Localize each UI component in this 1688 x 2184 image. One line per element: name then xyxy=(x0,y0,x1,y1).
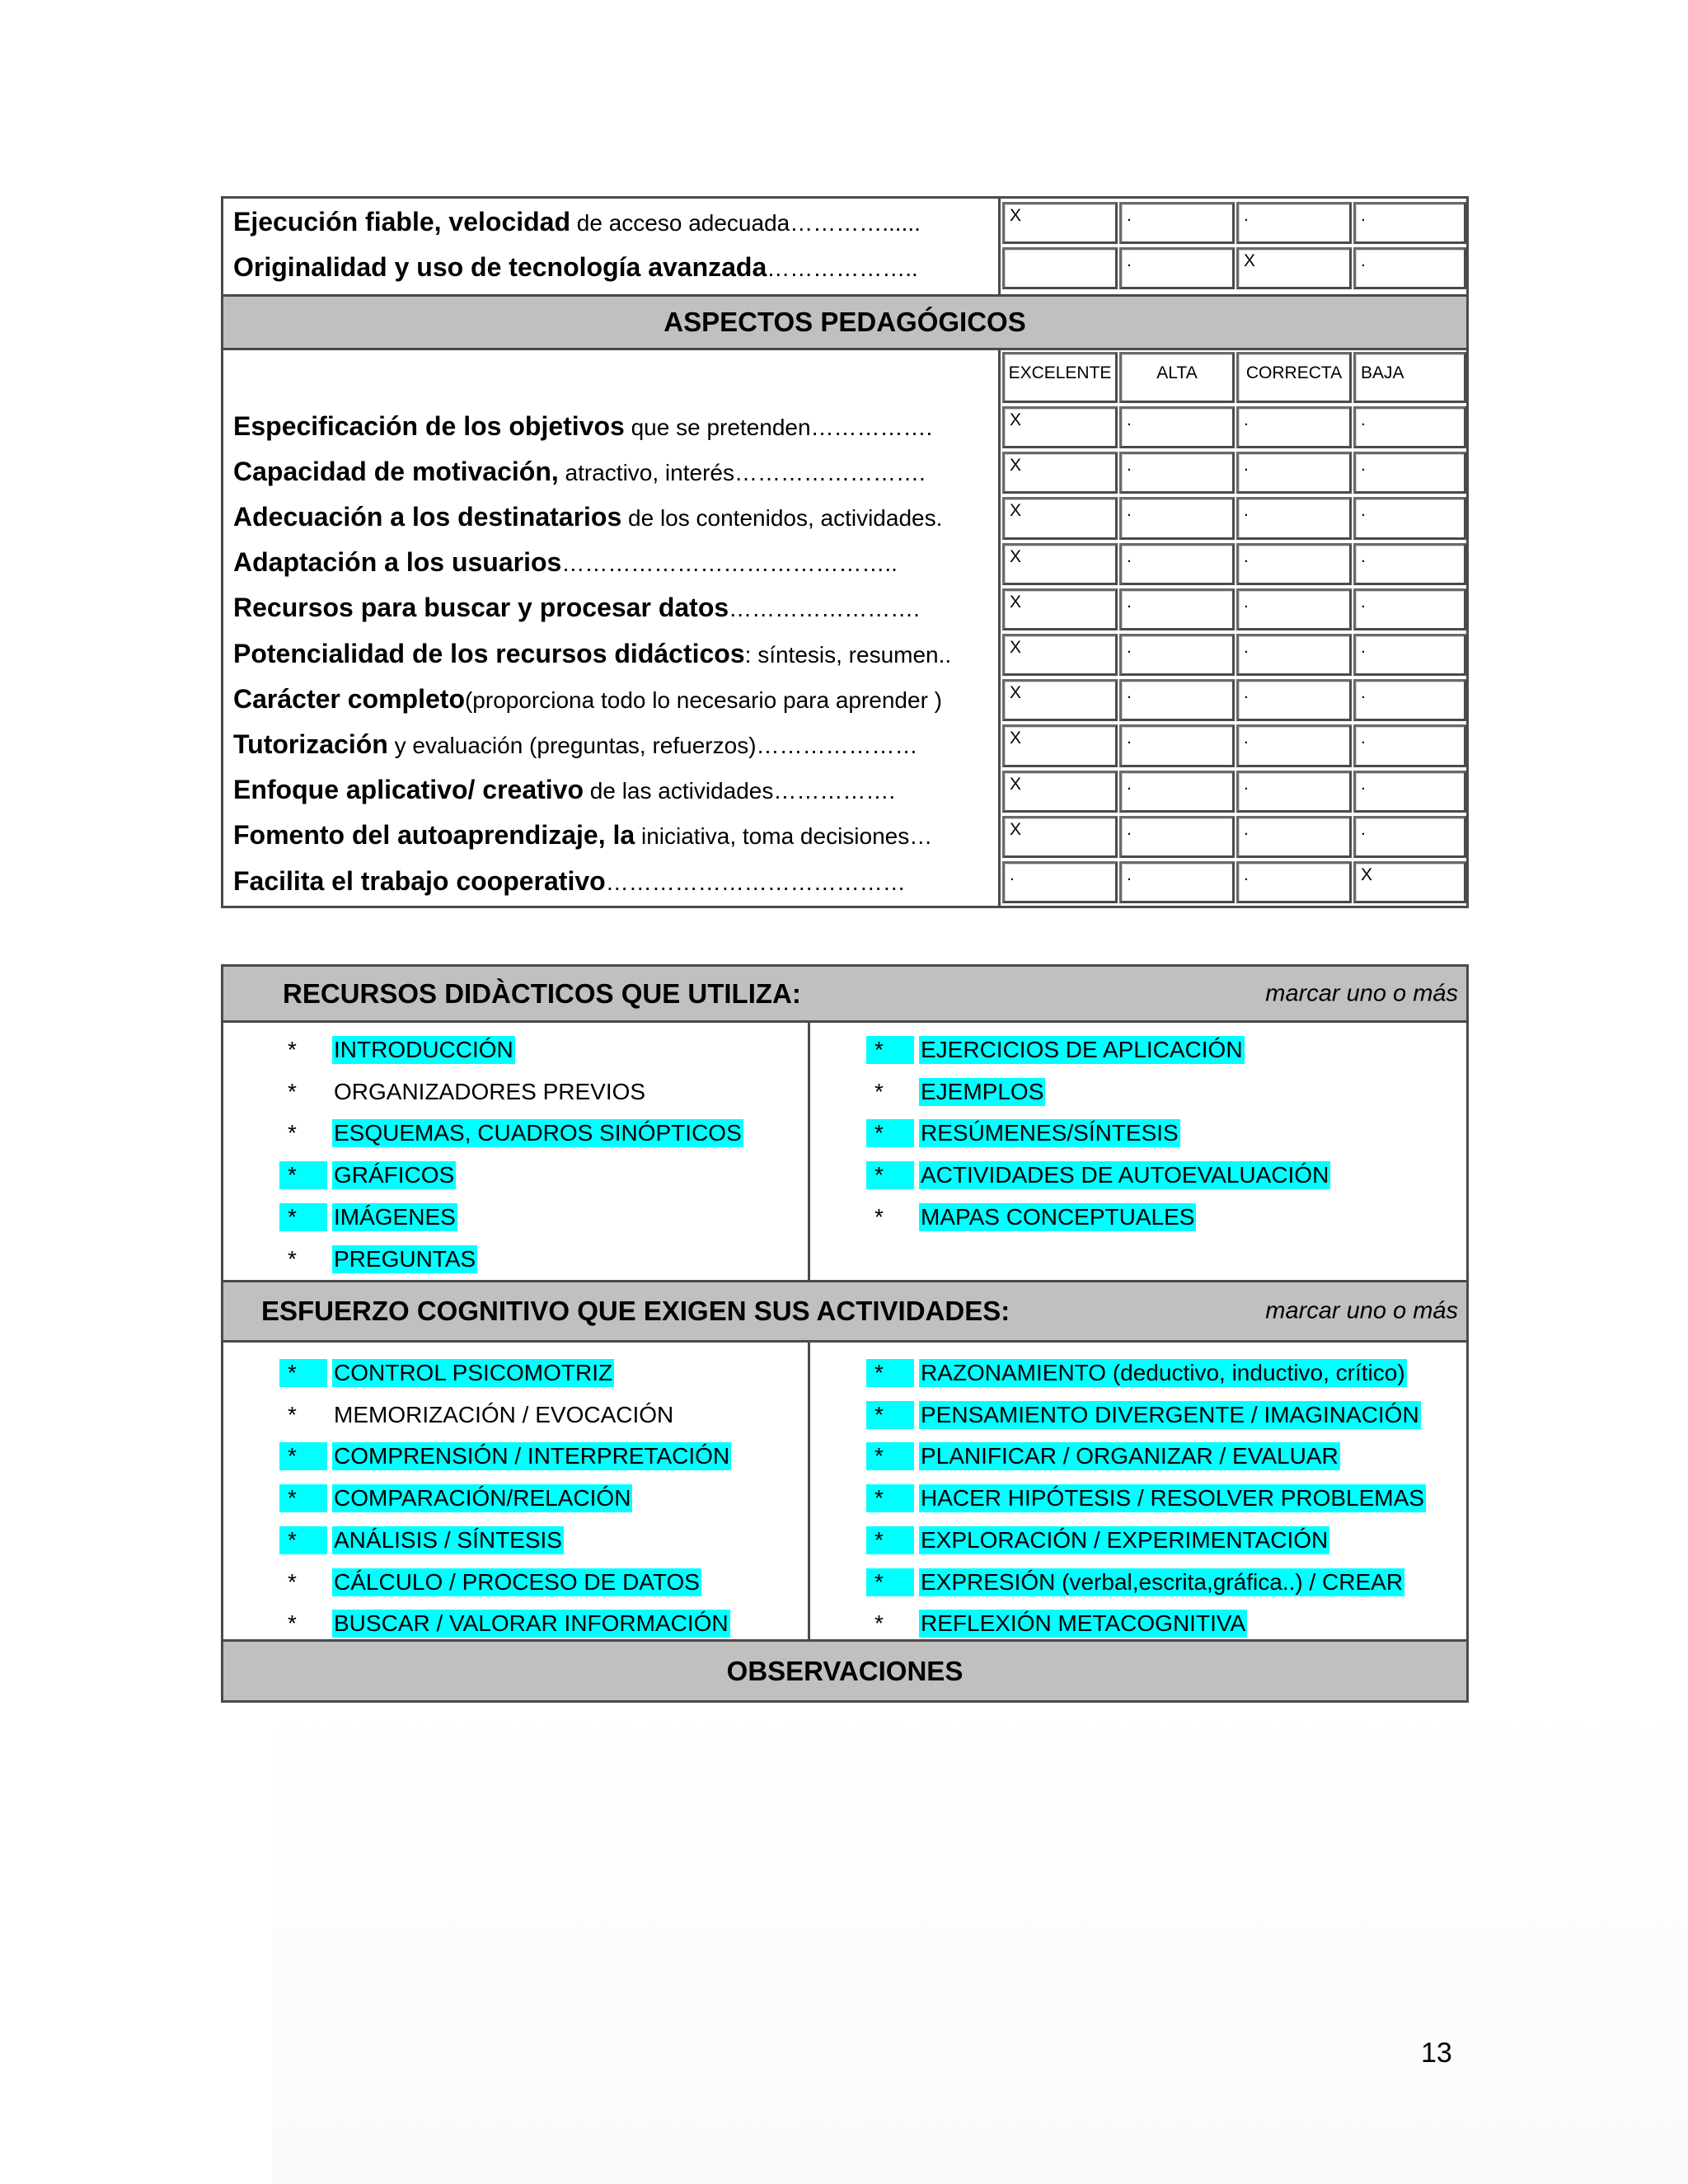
bullet-star: * xyxy=(288,1245,297,1272)
rating-mark: . xyxy=(1244,683,1249,703)
checklist-item-label: GRÁFICOS xyxy=(334,1162,455,1188)
resources-header xyxy=(223,967,1466,1023)
criterion-label xyxy=(233,504,942,530)
rating-cell[interactable] xyxy=(1119,452,1235,494)
rating-cell[interactable] xyxy=(1119,588,1235,630)
bullet-star: * xyxy=(866,1484,914,1512)
rating-mark: . xyxy=(1244,546,1249,566)
rating-mark: X xyxy=(1010,456,1022,476)
checklist-item-label: PENSAMIENTO DIVERGENTE / IMAGINACIÓN xyxy=(921,1401,1419,1427)
criterion-name: Fomento del autoaprendizaje, la xyxy=(233,820,635,851)
bullet-star: * xyxy=(279,1442,327,1470)
criterion-detail: : síntesis, resumen.. xyxy=(744,641,952,668)
rating-cell[interactable] xyxy=(1353,543,1466,585)
criterion-label xyxy=(233,865,906,896)
bullet-star: * xyxy=(279,1484,327,1512)
rating-cell[interactable] xyxy=(1002,497,1118,539)
checklist-item-label: EJEMPLOS xyxy=(921,1078,1044,1104)
observations-header: OBSERVACIONES xyxy=(223,1639,1466,1700)
rating-cell[interactable] xyxy=(1236,724,1352,766)
cognitive-left-column xyxy=(223,1343,810,1639)
checklist-item-label: ORGANIZADORES PREVIOS xyxy=(334,1078,646,1104)
bullet-star: * xyxy=(866,1359,914,1387)
criterion-label xyxy=(233,820,933,851)
rating-cell[interactable] xyxy=(1236,588,1352,630)
checklist-item-label: CONTROL PSICOMOTRIZ xyxy=(334,1360,613,1385)
rating-mark: . xyxy=(1361,638,1366,657)
rating-cell[interactable] xyxy=(1353,724,1466,766)
rating-mark: . xyxy=(1361,501,1366,521)
criterion-detail: de los contenidos, actividades. xyxy=(621,505,943,531)
rating-mark: . xyxy=(1361,592,1366,612)
rating-cell[interactable] xyxy=(1002,588,1118,630)
rating-cell[interactable] xyxy=(1002,634,1118,676)
rating-mark: . xyxy=(1361,410,1366,429)
criterion-detail: y evaluación (preguntas, refuerzos)………………… xyxy=(387,733,918,758)
rating-header-label: BAJA xyxy=(1361,363,1404,382)
rating-mark: . xyxy=(1127,683,1132,703)
resources-cognitive-table xyxy=(221,964,1469,1703)
checklist-item-label: IMÁGENES xyxy=(334,1203,456,1230)
criterion-label xyxy=(233,547,898,578)
rating-cell[interactable] xyxy=(1002,861,1118,903)
criterion-name: Carácter completo xyxy=(233,683,465,714)
rating-header xyxy=(1236,352,1352,403)
checklist-item-label: ANÁLISIS / SÍNTESIS xyxy=(334,1526,562,1553)
rating-cell[interactable] xyxy=(1353,771,1466,813)
bullet-star: * xyxy=(866,1568,914,1596)
rating-mark: X xyxy=(1010,774,1022,794)
rating-cell[interactable] xyxy=(1236,497,1352,539)
cognitive-header xyxy=(223,1280,1466,1343)
rating-cell[interactable] xyxy=(1002,679,1118,721)
rating-cell[interactable] xyxy=(1236,771,1352,813)
rating-mark: . xyxy=(1361,206,1366,225)
rating-mark: . xyxy=(1244,774,1249,794)
rating-mark: . xyxy=(1127,819,1132,839)
checklist-item-label: PLANIFICAR / ORGANIZAR / EVALUAR xyxy=(921,1443,1339,1469)
criterion-detail: que se pretenden……………. xyxy=(624,414,933,440)
checklist-item-label: EXPRESIÓN (verbal,escrita,gráfica..) / CREAR xyxy=(921,1568,1404,1595)
criterion-detail: ……………….. xyxy=(767,255,918,281)
rating-cell[interactable] xyxy=(1002,724,1118,766)
rating-mark: . xyxy=(1244,501,1249,521)
rating-mark: . xyxy=(1127,206,1132,225)
rating-cell[interactable] xyxy=(1236,861,1352,903)
rating-mark: X xyxy=(1361,865,1373,884)
rating-cell[interactable] xyxy=(1002,816,1118,858)
rating-mark: X xyxy=(1010,592,1022,612)
criterion-detail: de las actividades……………. xyxy=(584,778,896,804)
bullet-star: * xyxy=(288,1120,297,1146)
criterion-detail: de acceso adecuada…………...... xyxy=(570,209,921,236)
bullet-star: * xyxy=(866,1526,914,1554)
criterion-detail: ……………………. xyxy=(729,596,920,622)
rating-cell[interactable] xyxy=(1119,816,1235,858)
rating-cell[interactable] xyxy=(1236,452,1352,494)
section-title-pedagogical: ASPECTOS PEDAGÓGICOS xyxy=(223,294,1466,350)
criterion-label xyxy=(233,731,918,757)
checklist-item-label: HACER HIPÓTESIS / RESOLVER PROBLEMAS xyxy=(921,1485,1424,1511)
checklist-item-label: PREGUNTAS xyxy=(334,1245,476,1272)
checklist-item-label: EJERCICIOS DE APLICACIÓN xyxy=(921,1037,1243,1062)
checklist-item-label: ACTIVIDADES DE AUTOEVALUACIÓN xyxy=(921,1162,1329,1188)
rating-cell[interactable] xyxy=(1353,247,1466,289)
checklist-item-label: RESÚMENES/SÍNTESIS xyxy=(921,1120,1179,1146)
rating-cell[interactable] xyxy=(1119,861,1235,903)
rating-cell[interactable] xyxy=(1236,247,1352,289)
bullet-star: * xyxy=(866,1119,914,1147)
bullet-star: * xyxy=(288,1568,297,1595)
rating-cell[interactable] xyxy=(1119,634,1235,676)
rating-mark: . xyxy=(1244,638,1249,657)
rating-mark: . xyxy=(1361,683,1366,703)
rating-mark: . xyxy=(1127,410,1132,429)
rating-mark: . xyxy=(1244,410,1249,429)
bullet-star: * xyxy=(279,1161,327,1189)
resources-left-column xyxy=(223,1023,810,1280)
criterion-detail: atractivo, interés……………………. xyxy=(558,459,926,485)
rating-cell[interactable] xyxy=(1353,452,1466,494)
rating-mark: . xyxy=(1127,865,1132,884)
bullet-star: * xyxy=(288,1078,297,1104)
criterion-label xyxy=(233,683,943,714)
rating-header-label: EXCELENTE xyxy=(1008,363,1112,382)
rating-mark: . xyxy=(1361,251,1366,270)
criterion-name: Ejecución fiable, velocidad xyxy=(233,206,571,237)
criterion-label xyxy=(233,776,895,803)
criterion-label xyxy=(233,594,920,621)
checklist-item-label: MAPAS CONCEPTUALES xyxy=(921,1203,1195,1230)
resources-right-column xyxy=(810,1023,1466,1280)
bullet-star: * xyxy=(874,1610,884,1637)
rating-mark: X xyxy=(1244,251,1256,270)
bullet-star: * xyxy=(288,1610,297,1637)
rating-cell[interactable] xyxy=(1353,634,1466,676)
rating-header xyxy=(1119,352,1235,403)
rating-cell[interactable] xyxy=(1353,202,1466,244)
rating-cell[interactable] xyxy=(1002,452,1118,494)
rating-mark: . xyxy=(1361,456,1366,476)
cognitive-title: ESFUERZO COGNITIVO QUE EXIGEN SUS ACTIVIDADES: xyxy=(261,1296,1010,1326)
bullet-star: * xyxy=(874,1203,884,1230)
evaluation-table xyxy=(221,196,1469,908)
resources-title: RECURSOS DIDÀCTICOS QUE UTILIZA: xyxy=(283,977,801,1009)
rating-cell[interactable] xyxy=(1353,816,1466,858)
criterion-label xyxy=(233,251,918,282)
checklist-item-label: REFLEXIÓN METACOGNITIVA xyxy=(921,1610,1246,1637)
rating-mark: X xyxy=(1010,638,1022,657)
rating-mark: . xyxy=(1127,501,1132,521)
criterion-label xyxy=(233,458,926,485)
criterion-name: Originalidad y uso de tecnología avanzada xyxy=(233,251,767,282)
checklist-item-label: ESQUEMAS, CUADROS SINÓPTICOS xyxy=(334,1120,742,1146)
checklist-item-label: BUSCAR / VALORAR INFORMACIÓN xyxy=(334,1610,729,1637)
rating-cell[interactable] xyxy=(1353,497,1466,539)
rating-cell[interactable] xyxy=(1236,202,1352,244)
rating-mark: . xyxy=(1127,638,1132,657)
rating-mark: . xyxy=(1127,251,1132,270)
rating-mark: . xyxy=(1361,819,1366,839)
rating-cell[interactable] xyxy=(1236,406,1352,448)
bullet-star: * xyxy=(866,1161,914,1189)
rating-header xyxy=(1002,352,1118,403)
checklist-item-label: COMPARACIÓN/RELACIÓN xyxy=(334,1485,631,1511)
rating-mark: X xyxy=(1010,546,1022,566)
rating-mark: X xyxy=(1010,501,1022,521)
rating-cell[interactable] xyxy=(1236,543,1352,585)
rating-cell[interactable] xyxy=(1236,634,1352,676)
criterion-detail: ………………………………… xyxy=(605,869,906,895)
rating-mark: . xyxy=(1244,592,1249,612)
rating-mark: . xyxy=(1361,546,1366,566)
rating-cell[interactable] xyxy=(1002,406,1118,448)
rating-mark: . xyxy=(1361,774,1366,794)
bullet-star: * xyxy=(866,1401,914,1429)
criterion-name: Capacidad de motivación, xyxy=(233,456,559,486)
rating-cell[interactable] xyxy=(1119,247,1235,289)
checklist-item-label: COMPRENSIÓN / INTERPRETACIÓN xyxy=(334,1443,730,1469)
rating-mark: . xyxy=(1127,592,1132,612)
rating-mark: . xyxy=(1361,729,1366,748)
bullet-star: * xyxy=(288,1037,297,1062)
criterion-name: Especificación de los objetivos xyxy=(233,410,625,441)
criterion-name: Adecuación a los destinatarios xyxy=(233,502,622,532)
criterion-name: Adaptación a los usuarios xyxy=(233,547,562,578)
bullet-star: * xyxy=(288,1401,297,1427)
rating-cell[interactable] xyxy=(1119,497,1235,539)
checklist-item-label: INTRODUCCIÓN xyxy=(334,1037,513,1062)
rating-mark: X xyxy=(1010,683,1022,703)
rating-mark: . xyxy=(1244,865,1249,884)
rating-mark: . xyxy=(1244,729,1249,748)
criterion-detail: iniciativa, toma decisiones… xyxy=(635,823,933,850)
criterion-name: Enfoque aplicativo/ creativo xyxy=(233,775,584,805)
rating-cell[interactable] xyxy=(1236,679,1352,721)
page-background-shade xyxy=(272,1698,1688,2184)
rating-mark: . xyxy=(1127,456,1132,476)
rating-cell[interactable] xyxy=(1119,679,1235,721)
rating-header-label: CORRECTA xyxy=(1245,363,1343,382)
cognitive-right-column xyxy=(810,1343,1466,1639)
checklist-item-label: MEMORIZACIÓN / EVOCACIÓN xyxy=(334,1401,674,1427)
bullet-star: * xyxy=(866,1036,914,1064)
cognitive-hint: marcar uno o más xyxy=(1265,1297,1458,1324)
criterion-label xyxy=(233,640,951,667)
bullet-star: * xyxy=(279,1359,327,1387)
rating-cell[interactable] xyxy=(1119,771,1235,813)
rating-cell[interactable] xyxy=(1119,202,1235,244)
rating-mark: . xyxy=(1127,729,1132,748)
resources-hint: marcar uno o más xyxy=(1265,980,1458,1006)
rating-mark: . xyxy=(1244,456,1249,476)
rating-mark: X xyxy=(1010,206,1022,225)
rating-mark: X xyxy=(1010,729,1022,748)
rating-cell[interactable] xyxy=(1002,543,1118,585)
rating-cell[interactable] xyxy=(1119,406,1235,448)
rating-header-label: ALTA xyxy=(1156,363,1198,382)
bullet-star: * xyxy=(279,1526,327,1554)
rating-cell[interactable] xyxy=(1002,771,1118,813)
rating-header xyxy=(1353,352,1466,403)
checklist-item-label: RAZONAMIENTO (deductivo, inductivo, crítico) xyxy=(921,1360,1405,1385)
rating-mark: . xyxy=(1010,865,1015,884)
criterion-name: Tutorización xyxy=(233,729,388,759)
rating-mark: . xyxy=(1244,819,1249,839)
rating-mark: X xyxy=(1010,410,1022,429)
rating-cell[interactable] xyxy=(1236,816,1352,858)
criterion-detail: …………………………………….. xyxy=(561,551,898,577)
criterion-label xyxy=(233,206,921,237)
rating-cell[interactable] xyxy=(1353,861,1466,903)
rating-cell[interactable] xyxy=(1002,247,1118,289)
rating-cell[interactable] xyxy=(1119,543,1235,585)
bullet-star: * xyxy=(874,1078,884,1104)
rating-mark: . xyxy=(1244,206,1249,225)
rating-mark: X xyxy=(1010,819,1022,839)
criterion-name: Recursos para buscar y procesar datos xyxy=(233,593,729,623)
checklist-item-label: CÁLCULO / PROCESO DE DATOS xyxy=(334,1568,700,1595)
rating-cell[interactable] xyxy=(1119,724,1235,766)
criterion-name: Facilita el trabajo cooperativo xyxy=(233,865,606,896)
rating-cell[interactable] xyxy=(1353,679,1466,721)
criterion-detail: (proporciona todo lo necesario para aprender ) xyxy=(464,687,943,713)
rating-cell[interactable] xyxy=(1353,406,1466,448)
bullet-star: * xyxy=(279,1203,327,1231)
bullet-star: * xyxy=(866,1442,914,1470)
checklist-item-label: EXPLORACIÓN / EXPERIMENTACIÓN xyxy=(921,1526,1329,1553)
rating-mark: . xyxy=(1127,774,1132,794)
rating-cell[interactable] xyxy=(1353,588,1466,630)
criterion-name: Potencialidad de los recursos didácticos xyxy=(233,638,745,668)
rating-mark: . xyxy=(1127,546,1132,566)
page-number: 13 xyxy=(1421,2037,1452,2069)
criterion-label xyxy=(233,410,933,441)
rating-cell[interactable] xyxy=(1002,202,1118,244)
